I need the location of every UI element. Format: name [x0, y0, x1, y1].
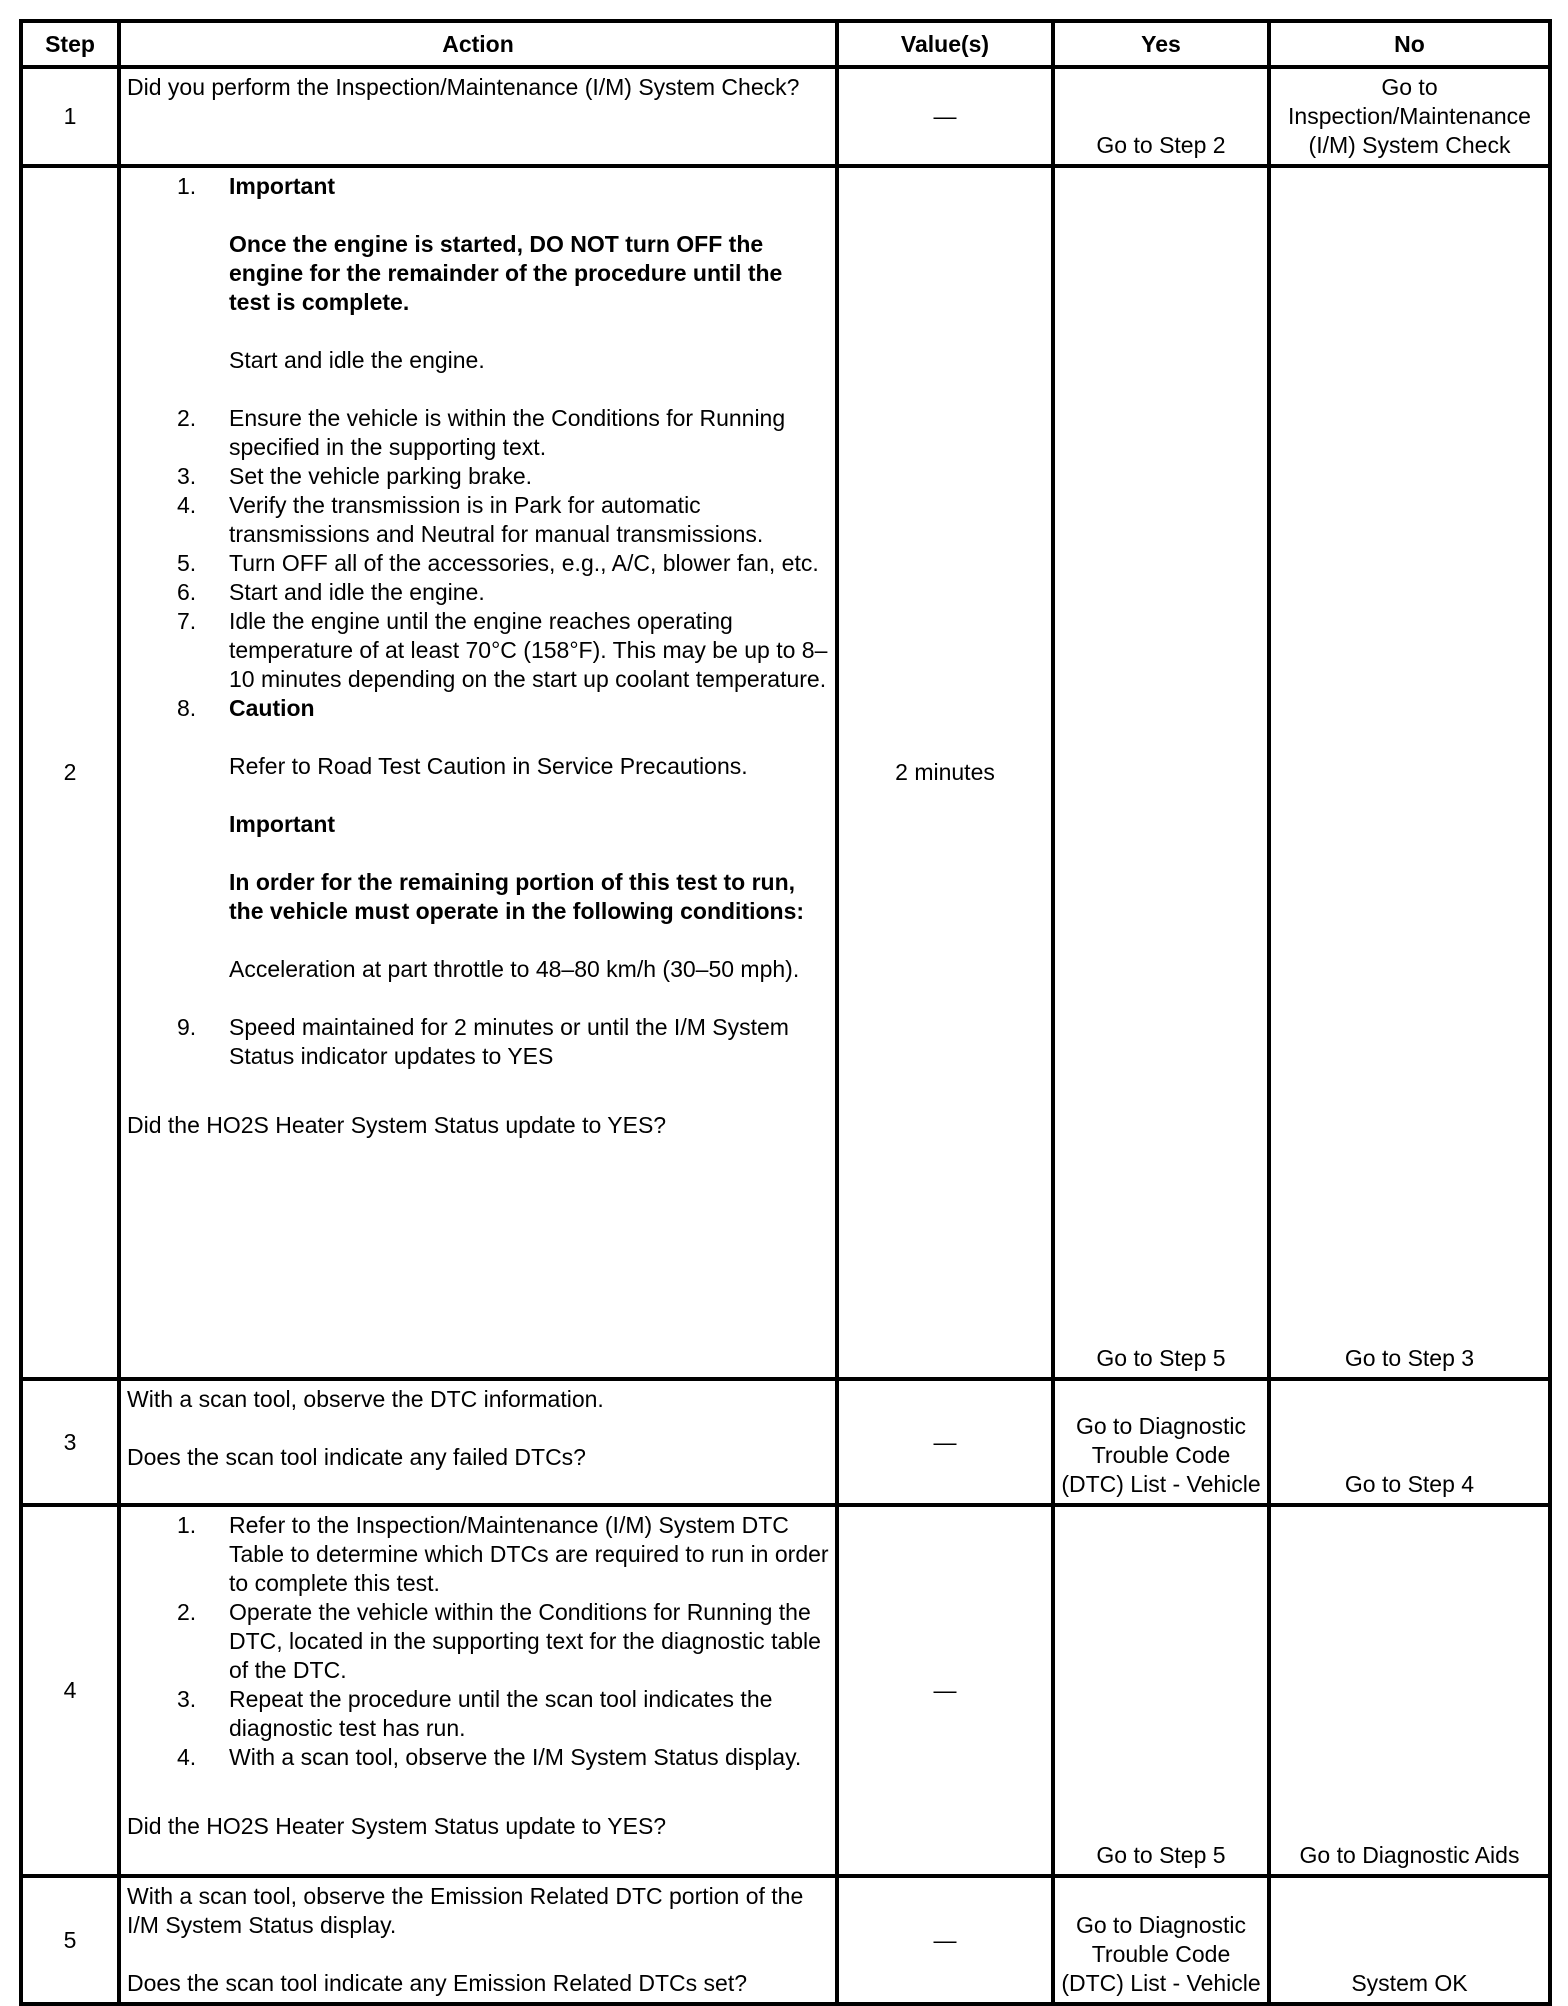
action-question: Does the scan tool indicate any failed DTCs?: [127, 1444, 586, 1470]
list-item: [127, 462, 829, 491]
action-text: Did you perform the Inspection/Maintenance (I/M) System Check?: [127, 74, 800, 100]
caution-text: Refer to Road Test Caution in Service Precautions.: [229, 753, 748, 779]
list-item-text: Turn OFF all of the accessories, e.g., A/C, blower fan, etc.: [229, 550, 819, 576]
no-cell: Go to Step 4: [1269, 1379, 1550, 1505]
list-item-text: Refer to the Inspection/Maintenance (I/M) System DTC Table to determine which DTCs are required to run in order to complete this test.: [229, 1512, 829, 1596]
list-item-text: Start and idle the engine.: [229, 347, 485, 373]
yes-cell: Go to Diagnostic Trouble Code (DTC) List - Vehicle: [1053, 1379, 1269, 1505]
list-item-number: 8.: [177, 695, 197, 721]
header-step: Step: [21, 21, 119, 67]
value-cell: —: [837, 1876, 1053, 2004]
yes-cell: Go to Step 2: [1053, 67, 1269, 166]
action-text: With a scan tool, observe the DTC information.: [127, 1386, 604, 1412]
list-item-text: Idle the engine until the engine reaches operating temperature of at least 70°C (158°F). This may be up to 8–10 minutes depending on the start up coolant temperature.: [229, 608, 828, 692]
table-row-step-1: [21, 67, 1550, 166]
list-item-number: 9.: [177, 1014, 197, 1040]
important-title: Important: [229, 173, 336, 199]
list-item: [127, 1743, 829, 1772]
action-question: Did the HO2S Heater System Status update to YES?: [127, 1112, 667, 1138]
yes-cell: Go to Diagnostic Trouble Code (DTC) List - Vehicle: [1053, 1876, 1269, 2004]
header-row: [21, 21, 1550, 67]
step-number: 2: [21, 166, 119, 1379]
list-item-text: Verify the transmission is in Park for automatic transmissions and Neutral for manual transmissions.: [229, 492, 764, 547]
no-cell: Go to Diagnostic Aids: [1269, 1505, 1550, 1876]
list-item: [127, 1013, 829, 1071]
list-item-text: Ensure the vehicle is within the Conditions for Running specified in the supporting text.: [229, 405, 786, 460]
list-item: [127, 491, 829, 549]
step-number: 4: [21, 1505, 119, 1876]
yes-cell: Go to Step 5: [1053, 1505, 1269, 1876]
list-item-text: Speed maintained for 2 minutes or until the I/M System Status indicator updates to YES: [229, 1014, 789, 1069]
diagnostic-table: [19, 19, 1552, 2006]
caution-title: Caution: [229, 695, 315, 721]
action-question: Did the HO2S Heater System Status update to YES?: [127, 1813, 667, 1839]
header-no: No: [1269, 21, 1550, 67]
action-cell: [119, 1505, 837, 1876]
step-number: 5: [21, 1876, 119, 2004]
step-number: 1: [21, 67, 119, 166]
list-item-text: Acceleration at part throttle to 48–80 km/h (30–50 mph).: [229, 956, 800, 982]
list-item: [127, 1511, 829, 1598]
list-item: [127, 607, 829, 694]
action-cell: [119, 166, 837, 1379]
list-item: [127, 172, 829, 375]
list-item-number: 1.: [177, 1512, 197, 1538]
diagnostic-table-document: [19, 19, 1548, 2006]
yes-cell: Go to Step 5: [1053, 166, 1269, 1379]
list-item-text: Repeat the procedure until the scan tool indicates the diagnostic test has run.: [229, 1686, 773, 1741]
header-action: Action: [119, 21, 837, 67]
list-item-number: 4.: [177, 1744, 197, 1770]
action-cell: [119, 1379, 837, 1505]
important-title: Important: [229, 811, 336, 837]
list-item: [127, 694, 829, 984]
no-cell: System OK: [1269, 1876, 1550, 2004]
table-row-step-4: [21, 1505, 1550, 1876]
action-cell: [119, 67, 837, 166]
list-item-text: Set the vehicle parking brake.: [229, 463, 533, 489]
table-row-step-2: [21, 166, 1550, 1379]
action-question: Does the scan tool indicate any Emission Related DTCs set?: [127, 1970, 748, 1996]
table-row-step-3: [21, 1379, 1550, 1505]
list-item: [127, 549, 829, 578]
list-item-text: With a scan tool, observe the I/M System Status display.: [229, 1744, 802, 1770]
step-list: [127, 172, 829, 1071]
important-notice: Once the engine is started, DO NOT turn OFF the engine for the remainder of the procedure until the test is complete.: [229, 231, 783, 315]
step-list: [127, 1511, 829, 1772]
list-item: [127, 1598, 829, 1685]
no-cell: Go to Inspection/Maintenance (I/M) System Check: [1269, 67, 1550, 166]
action-text: With a scan tool, observe the Emission Related DTC portion of the I/M System Status display.: [127, 1883, 804, 1938]
list-item-text: Start and idle the engine.: [229, 579, 485, 605]
list-item-number: 6.: [177, 579, 197, 605]
list-item-number: 7.: [177, 608, 197, 634]
list-item-number: 3.: [177, 1686, 197, 1712]
list-item-number: 3.: [177, 463, 197, 489]
list-item-number: 4.: [177, 492, 197, 518]
table-row-step-5: [21, 1876, 1550, 2004]
value-cell: —: [837, 67, 1053, 166]
list-item: [127, 404, 829, 462]
list-item-number: 1.: [177, 173, 197, 199]
list-item-number: 5.: [177, 550, 197, 576]
value-cell: —: [837, 1379, 1053, 1505]
list-item-text: Operate the vehicle within the Conditions for Running the DTC, located in the supporting text for the diagnostic table of the DTC.: [229, 1599, 821, 1683]
header-yes: Yes: [1053, 21, 1269, 67]
action-cell: [119, 1876, 837, 2004]
list-item-number: 2.: [177, 405, 197, 431]
list-item-number: 2.: [177, 1599, 197, 1625]
no-cell: Go to Step 3: [1269, 166, 1550, 1379]
header-values: Value(s): [837, 21, 1053, 67]
value-cell: —: [837, 1505, 1053, 1876]
step-number: 3: [21, 1379, 119, 1505]
value-cell: 2 minutes: [837, 166, 1053, 1379]
list-item: [127, 578, 829, 607]
list-item: [127, 1685, 829, 1743]
important-notice: In order for the remaining portion of this test to run, the vehicle must operate in the following conditions:: [229, 869, 805, 924]
